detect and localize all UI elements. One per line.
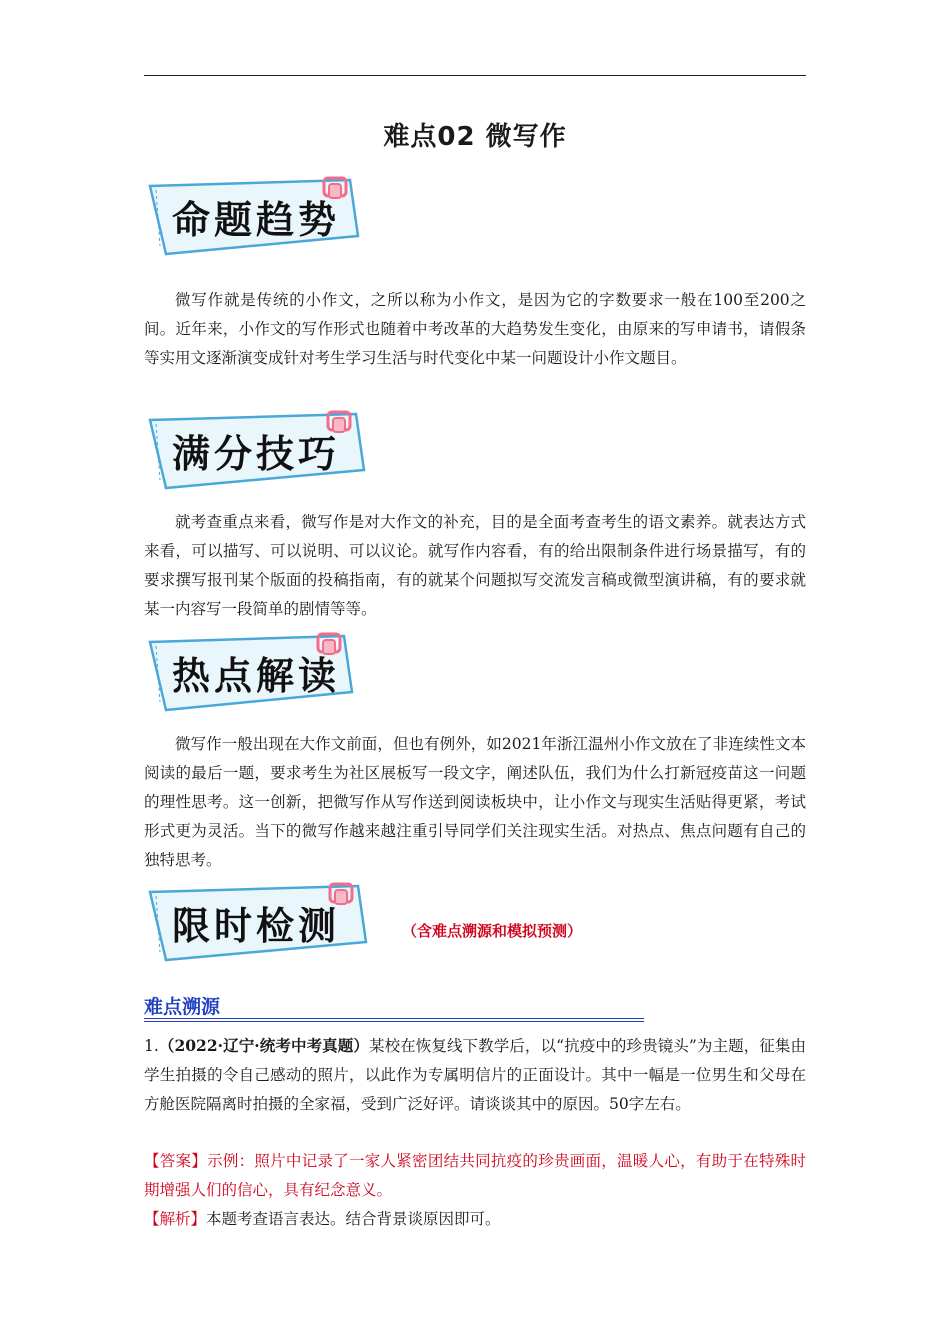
analysis-text: 本题考查语言表达。结合背景谈原因即可。 <box>206 1210 501 1228</box>
answer-block <box>144 1147 806 1205</box>
analysis-label: 【解析】 <box>144 1210 207 1228</box>
question-number: 1. <box>144 1037 159 1055</box>
analysis-block <box>144 1205 806 1234</box>
paragraph-hotspot: 微写作一般出现在大作文前面，但也有例外，如2021年浙江温州小作文放在了非连续性文本阅读的最后一题，要求考生为社区展板写一段文字，阐述队伍，我们为什么打新冠疫苗这一问题的理性思考。这一创新，把微写作从写作送到阅读板块中，让小作文与现实生活贴得更紧，考试形式更为灵活。当下的微写作越来越注重引导同学们关注现实生活。对热点、焦点问题有自己的独特思考。 <box>144 735 806 869</box>
banner-hotspot <box>144 632 374 714</box>
subsection-title: 难点溯源 <box>144 996 221 1018</box>
answer-text: 示例：照片中记录了一家人紧密团结共同抗疫的珍贵画面，温暖人心，有助于在特殊时期增强人们的信心，具有纪念意义。 <box>144 1152 806 1199</box>
question-1 <box>144 1031 806 1119</box>
banner-label: 命题趋势 <box>172 197 341 242</box>
banner-label: 满分技巧 <box>172 431 341 476</box>
answer-label: 【答案】 <box>144 1152 208 1170</box>
subsection-rule <box>144 1018 644 1019</box>
banner-label: 限时检测 <box>172 903 341 948</box>
paragraph-skills: 就考查重点来看，微写作是对大作文的补充，目的是全面考查考生的语文素养。就表达方式来看，可以描写、可以说明、可以议论。就写作内容看，有的给出限制条件进行场景描写，有的要求撰写报刊某个版面的投稿指南，有的就某个问题拟写交流发言稿或微型演讲稿，有的要求就某一内容写一段简单的剧情等等。 <box>144 513 806 618</box>
header-rule <box>144 75 806 76</box>
banner-note: （含难点溯源和模拟预测） <box>402 922 583 940</box>
banner-timed-test <box>144 882 384 964</box>
banner-label: 热点解读 <box>172 653 341 698</box>
banner-trend <box>144 176 374 258</box>
banner-skills <box>144 410 384 492</box>
paragraph-trend: 微写作就是传统的小作文，之所以称为小作文，是因为它的字数要求一般在100至200之间。近年来，小作文的写作形式也随着中考改革的大趋势发生变化，由原来的写申请书，请假条等实用文逐渐演变成针对考生学习生活与时代变化中某一问题设计小作文题目。 <box>144 291 806 367</box>
question-source: （2022·辽宁·统考中考真题） <box>158 1036 369 1055</box>
subsection-rule-thin <box>144 1021 644 1022</box>
question-body: 某校在恢复线下教学后，以“抗疫中的珍贵镜头”为主题，征集由学生拍摄的令自己感动的照片，以此作为专属明信片的正面设计。其中一幅是一位男生和父母在方舱医院隔离时拍摄的全家福，受到广泛好评。请谈谈其中的原因。50字左右。 <box>144 1037 806 1113</box>
page-title: 难点02 微写作 <box>383 122 567 152</box>
